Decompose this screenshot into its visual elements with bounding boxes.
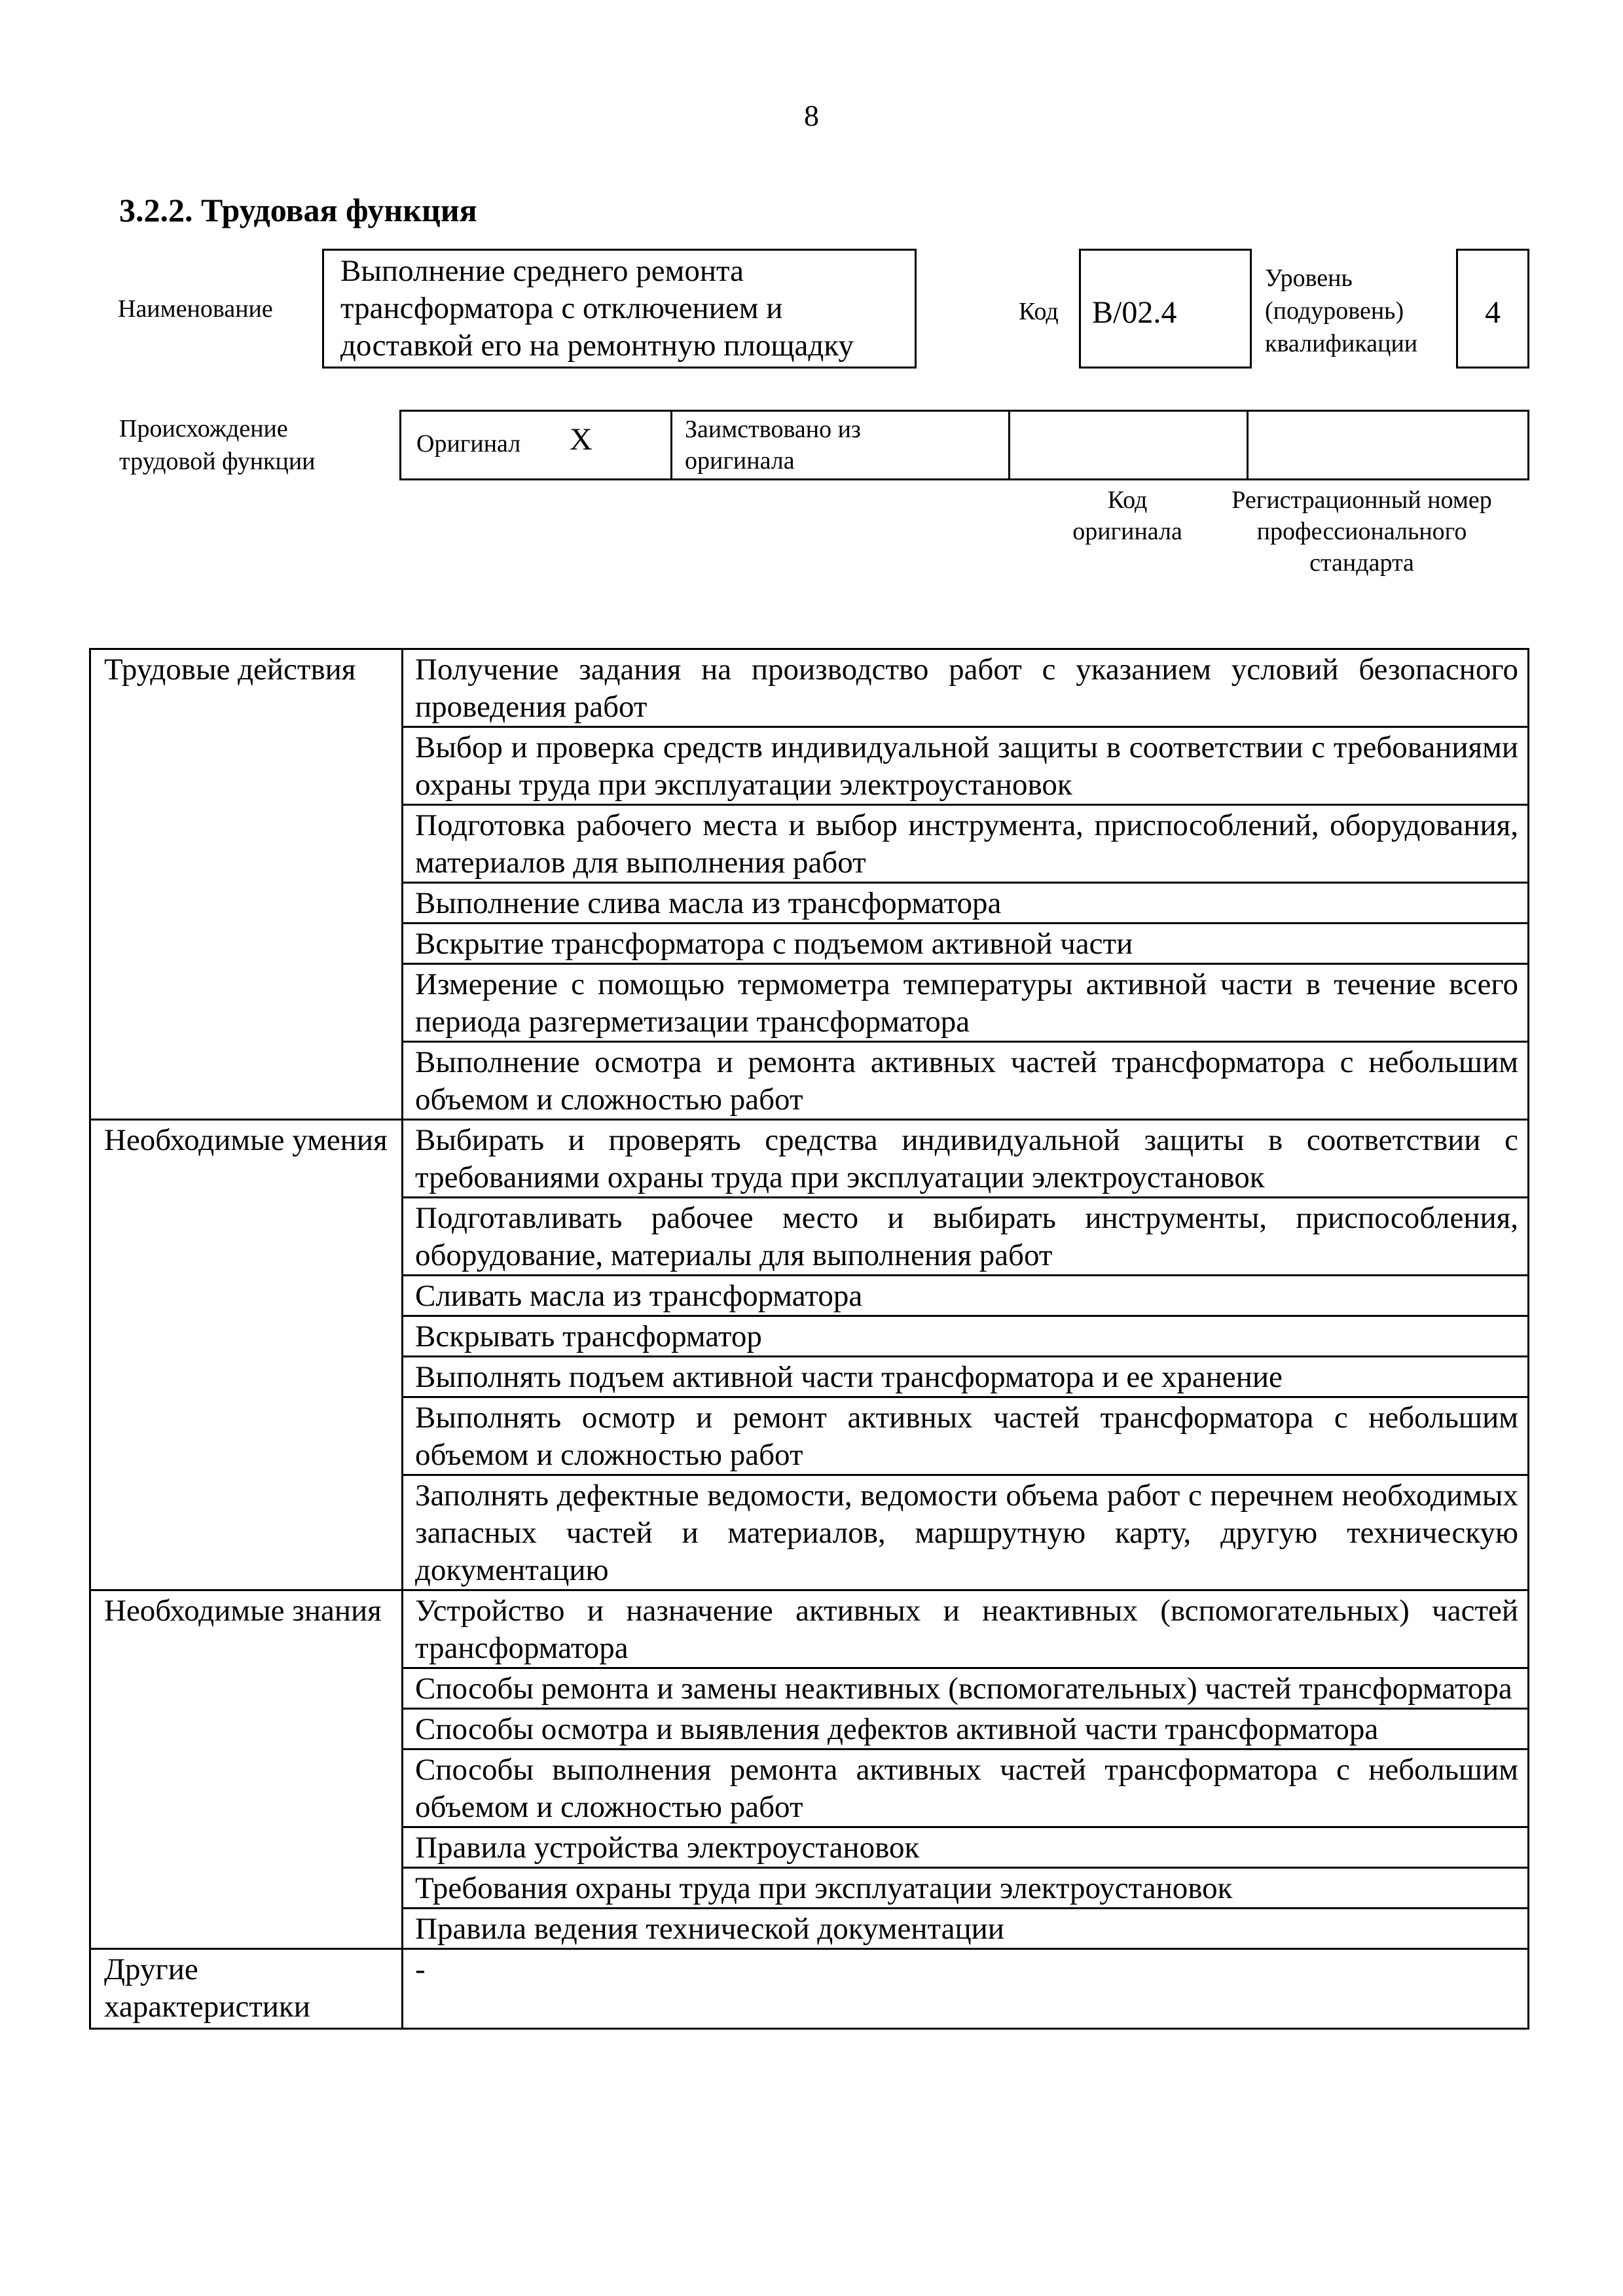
- table-cell: Выполнять осмотр и ремонт активных частей трансформатора с небольшим объемом и сложностью работ: [403, 1397, 1529, 1475]
- caption-line: профессионального: [1256, 518, 1467, 545]
- code-label: Код: [1019, 298, 1059, 325]
- name-line: доставкой его на ремонтную площадку: [340, 329, 854, 363]
- table-cell: Вскрытие трансформатора с подъемом активной части: [403, 924, 1529, 964]
- category-cell: Трудовые действия: [90, 649, 403, 1120]
- table-cell: Выполнение осмотра и ремонта активных частей трансформатора с небольшим объемом и сложностью работ: [403, 1042, 1529, 1120]
- origin-label-line: трудовой функции: [119, 448, 316, 475]
- reg-number-caption: [1178, 484, 1545, 579]
- level-label: [1265, 262, 1417, 360]
- level-label-line: Уровень: [1265, 264, 1353, 292]
- table-cell: Получение задания на производство работ с указанием условий безопасного проведения работ: [403, 649, 1529, 727]
- caption-line: Регистрационный номер: [1231, 486, 1492, 514]
- table-cell: Вскрывать трансформатор: [403, 1316, 1529, 1357]
- origin-label: [119, 412, 316, 478]
- table-cell: Заполнять дефектные ведомости, ведомости объема работ с перечнем необходимых запасных частей и материалов, маршрутную карту, другую техническую документацию: [403, 1475, 1529, 1590]
- table-cell: Выбор и проверка средств индивидуальной защиты в соответствии с требованиями охраны труда при эксплуатации электроустановок: [403, 727, 1529, 805]
- category-cell: Необходимые знания: [90, 1590, 403, 1949]
- table-cell: -: [403, 1949, 1529, 2029]
- name-label: Наименование: [118, 295, 273, 323]
- section-heading: 3.2.2. Трудовая функция: [119, 192, 477, 228]
- table-row: [90, 1120, 1529, 1198]
- borrowed-label-line: оригинала: [685, 447, 795, 475]
- table-cell: Способы выполнения ремонта активных частей трансформатора с небольшим объемом и сложностью работ: [403, 1749, 1529, 1827]
- table-cell: Требования охраны труда при эксплуатации электроустановок: [403, 1868, 1529, 1909]
- original-label: Оригинал: [416, 430, 521, 457]
- table-cell: Сливать масла из трансформатора: [403, 1276, 1529, 1316]
- table-cell: Способы ремонта и замены неактивных (вспомогательных) частей трансформатора: [403, 1668, 1529, 1709]
- origin-divider: [670, 410, 672, 480]
- table-row: [90, 1949, 1529, 2029]
- level-label-line: (подуровень): [1265, 297, 1404, 325]
- level-value: 4: [1485, 295, 1501, 330]
- table-row: [90, 1590, 1529, 1668]
- table-cell: Выбирать и проверять средства индивидуальной защиты в соответствии с требованиями охраны труда при эксплуатации электроустановок: [403, 1120, 1529, 1198]
- table-cell: Выполнение слива масла из трансформатора: [403, 883, 1529, 924]
- caption-line: оригинала: [1072, 518, 1182, 545]
- level-label-line: квалификации: [1265, 330, 1418, 357]
- page-number: 8: [804, 99, 819, 132]
- function-table: [89, 648, 1529, 2030]
- category-cell: Необходимые умения: [90, 1120, 403, 1590]
- caption-line: Код: [1107, 486, 1148, 514]
- name-value: [340, 253, 917, 365]
- table-cell: Устройство и назначение активных и неактивных (вспомогательных) частей трансформатора: [403, 1590, 1529, 1668]
- name-line: трансформатора с отключением и: [340, 291, 783, 325]
- table-cell: Правила ведения технической документации: [403, 1909, 1529, 1949]
- table-cell: Подготавливать рабочее место и выбирать инструменты, приспособления, оборудование, материалы для выполнения работ: [403, 1198, 1529, 1276]
- origin-box: [399, 410, 1529, 480]
- code-value: В/02.4: [1092, 295, 1177, 330]
- original-mark: X: [570, 422, 593, 457]
- borrowed-label: [685, 414, 861, 476]
- table-cell: Правила устройства электроустановок: [403, 1827, 1529, 1868]
- origin-label-line: Происхождение: [119, 415, 288, 442]
- origin-divider: [1008, 410, 1010, 480]
- table-cell: Измерение с помощью термометра температуры активной части в течение всего периода разгерметизации трансформатора: [403, 964, 1529, 1042]
- table-cell: Выполнять подъем активной части трансформатора и ее хранение: [403, 1357, 1529, 1397]
- caption-line: стандарта: [1309, 549, 1414, 577]
- table-cell: Подготовка рабочего места и выбор инструмента, приспособлений, оборудования, материалов для выполнения работ: [403, 805, 1529, 883]
- origin-divider: [1247, 410, 1249, 480]
- category-cell: Другие характеристики: [90, 1949, 403, 2029]
- table-row: [90, 649, 1529, 727]
- table-cell: Способы осмотра и выявления дефектов активной части трансформатора: [403, 1709, 1529, 1749]
- name-line: Выполнение среднего ремонта: [340, 254, 744, 288]
- borrowed-label-line: Заимствовано из: [685, 416, 861, 443]
